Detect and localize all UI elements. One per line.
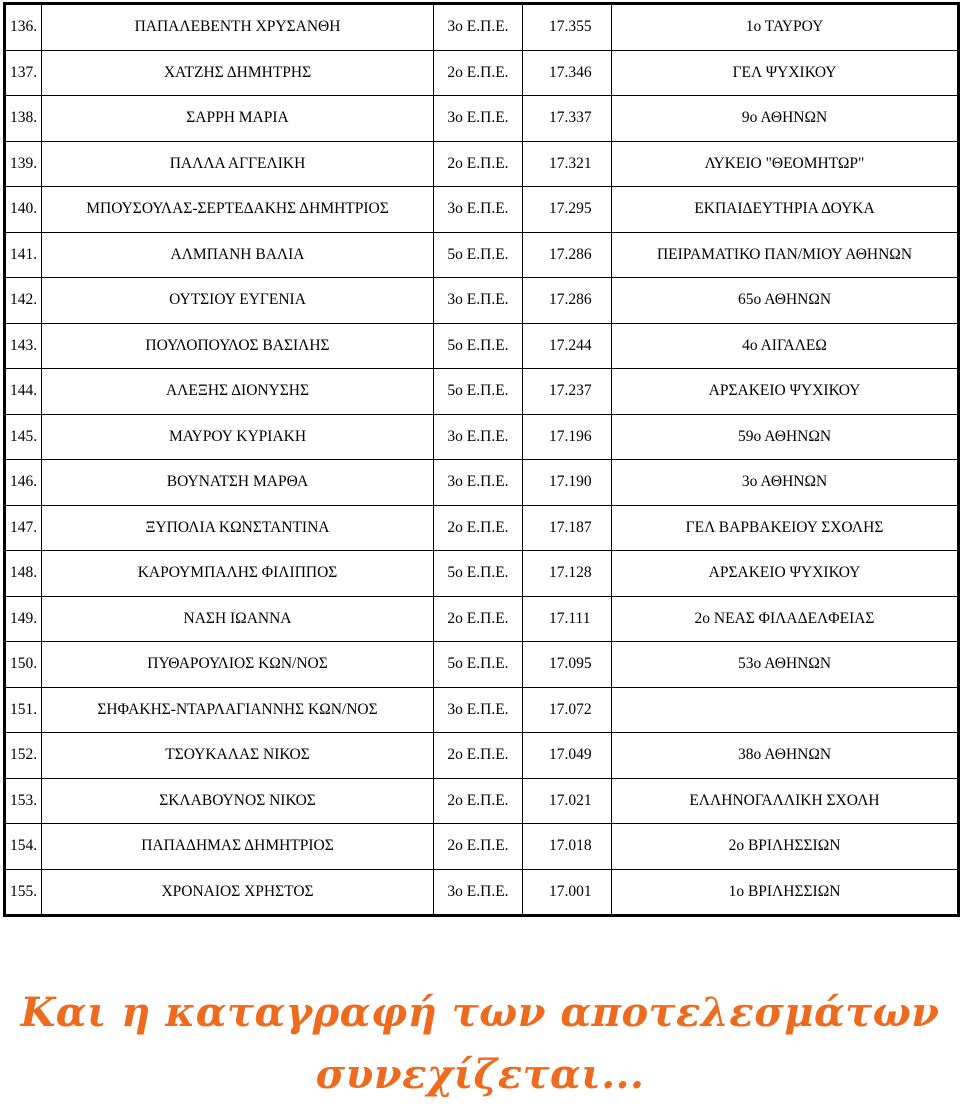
table-row	[5, 778, 959, 824]
exam-center-cell: 5ο Ε.Π.Ε.	[434, 642, 523, 688]
exam-center-cell: 2ο Ε.Π.Ε.	[434, 505, 523, 551]
school-cell: ΑΡΣΑΚΕΙΟ ΨΥΧΙΚΟΥ	[612, 369, 959, 415]
student-name-cell: ΚΑΡΟΥΜΠΑΛΗΣ ΦΙΛΙΠΠΟΣ	[42, 551, 434, 597]
table-row	[5, 232, 959, 278]
student-name-cell: ΑΛΜΠΑΝΗ ΒΑΛΙΑ	[42, 232, 434, 278]
score-cell: 17.018	[523, 824, 612, 870]
table-row	[5, 869, 959, 916]
school-cell: 1ο ΤΑΥΡΟΥ	[612, 4, 959, 51]
student-name-cell: ΠΑΠΑΔΗΜΑΣ ΔΗΜΗΤΡΙΟΣ	[42, 824, 434, 870]
score-cell: 17.190	[523, 460, 612, 506]
rank-cell: 153.	[5, 778, 42, 824]
school-cell: ΠΕΙΡΑΜΑΤΙΚΟ ΠΑΝ/ΜΙΟΥ ΑΘΗΝΩΝ	[612, 232, 959, 278]
table-row	[5, 187, 959, 233]
school-cell: 59ο ΑΘΗΝΩΝ	[612, 414, 959, 460]
school-cell: ΕΛΛΗΝΟΓΑΛΛΙΚΗ ΣΧΟΛΗ	[612, 778, 959, 824]
student-name-cell: ΠΥΘΑΡΟΥΛΙΟΣ ΚΩΝ/ΝΟΣ	[42, 642, 434, 688]
exam-center-cell: 5ο Ε.Π.Ε.	[434, 551, 523, 597]
exam-center-cell: 5ο Ε.Π.Ε.	[434, 232, 523, 278]
school-cell: 53ο ΑΘΗΝΩΝ	[612, 642, 959, 688]
student-name-cell: ΠΑΠΑΛΕΒΕΝΤΗ ΧΡΥΣΑΝΘΗ	[42, 4, 434, 51]
table-row	[5, 505, 959, 551]
student-name-cell: ΣΚΛΑΒΟΥΝΟΣ ΝΙΚΟΣ	[42, 778, 434, 824]
rank-cell: 155.	[5, 869, 42, 916]
student-name-cell: ΟΥΤΣΙΟΥ ΕΥΓΕΝΙΑ	[42, 278, 434, 324]
exam-center-cell: 2ο Ε.Π.Ε.	[434, 141, 523, 187]
score-cell: 17.095	[523, 642, 612, 688]
score-cell: 17.295	[523, 187, 612, 233]
table-row	[5, 642, 959, 688]
school-cell: ΓΕΛ ΨΥΧΙΚΟΥ	[612, 50, 959, 96]
rank-cell: 145.	[5, 414, 42, 460]
score-cell: 17.237	[523, 369, 612, 415]
school-cell: ΛΥΚΕΙΟ "ΘΕΟΜΗΤΩΡ"	[612, 141, 959, 187]
school-cell: ΓΕΛ ΒΑΡΒΑΚΕΙΟΥ ΣΧΟΛΗΣ	[612, 505, 959, 551]
continuation-note-line2: συνεχίζεται...	[315, 1051, 645, 1098]
score-cell: 17.286	[523, 232, 612, 278]
score-cell: 17.187	[523, 505, 612, 551]
rank-cell: 142.	[5, 278, 42, 324]
table-row	[5, 460, 959, 506]
school-cell: 1ο ΒΡΙΛΗΣΣΙΩΝ	[612, 869, 959, 916]
school-cell: ΕΚΠΑΙΔΕΥΤΗΡΙΑ ΔΟΥΚΑ	[612, 187, 959, 233]
rank-cell: 150.	[5, 642, 42, 688]
rank-cell: 136.	[5, 4, 42, 51]
school-cell: 3ο ΑΘΗΝΩΝ	[612, 460, 959, 506]
rank-cell: 147.	[5, 505, 42, 551]
student-name-cell: ΠΑΛΛΑ ΑΓΓΕΛΙΚΗ	[42, 141, 434, 187]
score-cell: 17.337	[523, 96, 612, 142]
rank-cell: 143.	[5, 323, 42, 369]
exam-center-cell: 3ο Ε.Π.Ε.	[434, 460, 523, 506]
table-row	[5, 278, 959, 324]
student-name-cell: ΧΡΟΝΑΙΟΣ ΧΡΗΣΤΟΣ	[42, 869, 434, 916]
exam-center-cell: 5ο Ε.Π.Ε.	[434, 323, 523, 369]
score-cell: 17.244	[523, 323, 612, 369]
school-cell: ΑΡΣΑΚΕΙΟ ΨΥΧΙΚΟΥ	[612, 551, 959, 597]
exam-center-cell: 2ο Ε.Π.Ε.	[434, 50, 523, 96]
school-cell: 2ο ΒΡΙΛΗΣΣΙΩΝ	[612, 824, 959, 870]
score-cell: 17.355	[523, 4, 612, 51]
table-row	[5, 687, 959, 733]
exam-center-cell: 2ο Ε.Π.Ε.	[434, 778, 523, 824]
exam-center-cell: 2ο Ε.Π.Ε.	[434, 733, 523, 779]
student-name-cell: ΤΣΟΥΚΑΛΑΣ ΝΙΚΟΣ	[42, 733, 434, 779]
table-row	[5, 141, 959, 187]
student-name-cell: ΒΟΥΝΑΤΣΗ ΜΑΡΘΑ	[42, 460, 434, 506]
score-cell: 17.049	[523, 733, 612, 779]
rank-cell: 148.	[5, 551, 42, 597]
table-row	[5, 551, 959, 597]
exam-center-cell: 3ο Ε.Π.Ε.	[434, 278, 523, 324]
student-name-cell: ΞΥΠΟΛΙΑ ΚΩΝΣΤΑΝΤΙΝΑ	[42, 505, 434, 551]
table-row	[5, 369, 959, 415]
score-cell: 17.196	[523, 414, 612, 460]
table-row	[5, 824, 959, 870]
school-cell: 2ο ΝΕΑΣ ΦΙΛΑΔΕΛΦΕΙΑΣ	[612, 596, 959, 642]
table-row	[5, 96, 959, 142]
table-row	[5, 323, 959, 369]
score-cell: 17.286	[523, 278, 612, 324]
rank-cell: 138.	[5, 96, 42, 142]
exam-center-cell: 3ο Ε.Π.Ε.	[434, 869, 523, 916]
rank-cell: 137.	[5, 50, 42, 96]
school-cell	[612, 687, 959, 733]
school-cell: 4ο ΑΙΓΑΛΕΩ	[612, 323, 959, 369]
school-cell: 9ο ΑΘΗΝΩΝ	[612, 96, 959, 142]
rank-cell: 144.	[5, 369, 42, 415]
continuation-note-line1: Και η καταγραφή των αποτελεσμάτων	[20, 989, 940, 1036]
student-name-cell: ΣΗΦΑΚΗΣ-ΝΤΑΡΛΑΓΙΑΝΝΗΣ ΚΩΝ/ΝΟΣ	[42, 687, 434, 733]
exam-center-cell: 3ο Ε.Π.Ε.	[434, 96, 523, 142]
score-cell: 17.111	[523, 596, 612, 642]
rank-cell: 149.	[5, 596, 42, 642]
table-row	[5, 733, 959, 779]
school-cell: 38ο ΑΘΗΝΩΝ	[612, 733, 959, 779]
table-row	[5, 596, 959, 642]
rank-cell: 151.	[5, 687, 42, 733]
exam-center-cell: 3ο Ε.Π.Ε.	[434, 414, 523, 460]
score-cell: 17.321	[523, 141, 612, 187]
student-name-cell: ΧΑΤΖΗΣ ΔΗΜΗΤΡΗΣ	[42, 50, 434, 96]
rank-cell: 152.	[5, 733, 42, 779]
table-row	[5, 414, 959, 460]
rank-cell: 141.	[5, 232, 42, 278]
rank-cell: 146.	[5, 460, 42, 506]
exam-center-cell: 5ο Ε.Π.Ε.	[434, 369, 523, 415]
table-row	[5, 4, 959, 51]
rank-cell: 140.	[5, 187, 42, 233]
table-row	[5, 50, 959, 96]
student-name-cell: ΣΑΡΡΗ ΜΑΡΙΑ	[42, 96, 434, 142]
student-name-cell: ΝΑΣΗ ΙΩΑΝΝΑ	[42, 596, 434, 642]
student-name-cell: ΠΟΥΛΟΠΟΥΛΟΣ ΒΑΣΙΛΗΣ	[42, 323, 434, 369]
score-cell: 17.021	[523, 778, 612, 824]
exam-center-cell: 3ο Ε.Π.Ε.	[434, 687, 523, 733]
score-cell: 17.001	[523, 869, 612, 916]
exam-center-cell: 3ο Ε.Π.Ε.	[434, 187, 523, 233]
exam-center-cell: 2ο Ε.Π.Ε.	[434, 824, 523, 870]
continuation-note	[0, 982, 960, 1106]
student-name-cell: ΑΛΕΞΗΣ ΔΙΟΝΥΣΗΣ	[42, 369, 434, 415]
school-cell: 65ο ΑΘΗΝΩΝ	[612, 278, 959, 324]
rank-cell: 154.	[5, 824, 42, 870]
score-cell: 17.346	[523, 50, 612, 96]
results-table	[3, 2, 960, 917]
rank-cell: 139.	[5, 141, 42, 187]
results-table-body	[5, 4, 959, 916]
score-cell: 17.128	[523, 551, 612, 597]
exam-center-cell: 3ο Ε.Π.Ε.	[434, 4, 523, 51]
exam-center-cell: 2ο Ε.Π.Ε.	[434, 596, 523, 642]
score-cell: 17.072	[523, 687, 612, 733]
student-name-cell: ΜΑΥΡΟΥ ΚΥΡΙΑΚΗ	[42, 414, 434, 460]
student-name-cell: ΜΠΟΥΣΟΥΛΑΣ-ΣΕΡΤΕΔΑΚΗΣ ΔΗΜΗΤΡΙΟΣ	[42, 187, 434, 233]
